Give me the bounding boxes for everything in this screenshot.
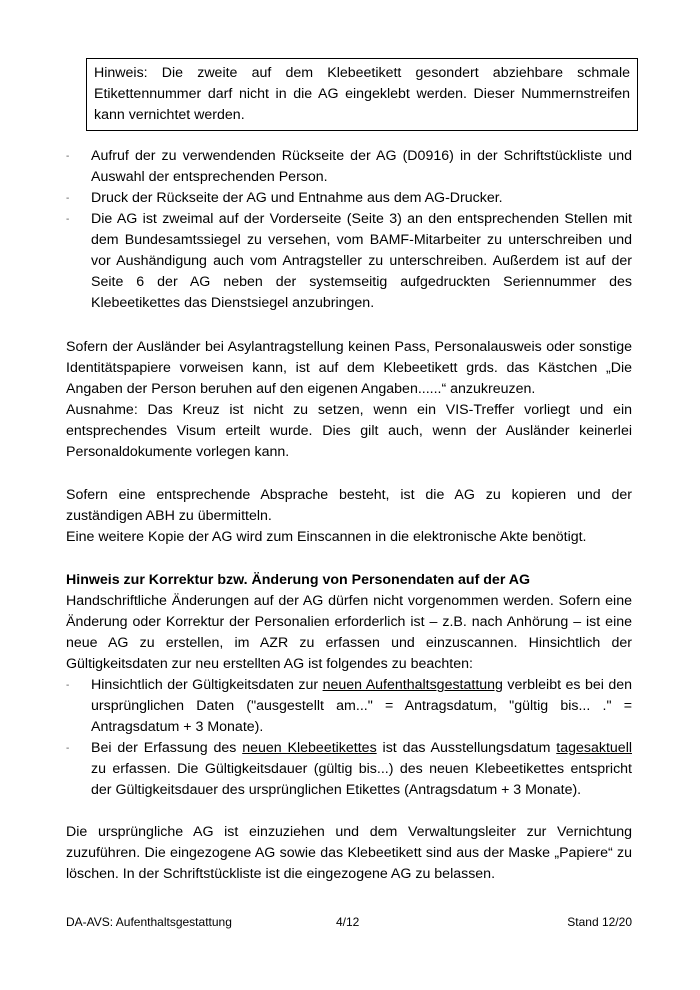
final-paragraph: Die ursprüngliche AG ist einzuziehen und dem Verwaltungsleiter zur Vernichtung zuzuführen. Die eingezogene AG sowie das Klebeetikett sind aus der Maske „Papiere“ zu löschen. In der Schriftstückliste ist die eingezogene AG zu belassen. bbox=[66, 824, 632, 882]
correction-intro: Handschriftliche Änderungen auf der AG dürfen nicht vorgenommen werden. Sofern eine Änderung oder Korrektur der Personalien erforderlich ist – z.B. nach Anhörung – ist eine neue AG zu erstellen, im AZR zu erfassen und einzuscannen. Hinsichtlich der Gültigkeitsdaten zur neu erstellten AG ist folgendes zu beachten: bbox=[66, 593, 632, 672]
identity-paragraph: Sofern der Ausländer bei Asylantragstellung keinen Pass, Personalausweis oder sonstige Identitätspapiere vorweisen kann, ist auf dem Klebeetikett grds. das Kästchen „Die Angaben der Person beruhen auf den eigenen Angaben......“ anzukreuzen. Ausnahme: Das Kreuz ist nicht zu setzen, wenn ein VIS-Treffer vorliegt und ein entsprechendes Visum erteilt wurde. Dies gilt auch, wenn der Ausländer keinerlei Personaldokumente vorlegen kann. bbox=[66, 339, 632, 460]
notice-box bbox=[86, 58, 638, 131]
list-item: - Druck der Rückseite der AG und Entnahme aus dem AG-Drucker. bbox=[66, 190, 503, 206]
footer-version: Stand 12/20 bbox=[567, 915, 632, 929]
page-number: 4/12 bbox=[336, 915, 360, 929]
copy-paragraph: Sofern eine entsprechende Absprache besteht, ist die AG zu kopieren und der zuständigen ABH zu übermitteln. Eine weitere Kopie der AG wird zum Einscannen in die elektronische Akte benötigt. bbox=[66, 487, 632, 545]
section-heading: Hinweis zur Korrektur bzw. Änderung von Personendaten auf der AG bbox=[66, 572, 531, 588]
footer-document-title: DA-AVS: Aufenthaltsgestattung bbox=[66, 915, 232, 929]
correction-list bbox=[66, 675, 632, 801]
list-item: - Hinsichtlich der Gültigkeitsdaten zur neuen Aufenthaltsgestattung verbleibt es bei den ursprünglichen Daten ("ausgestellt am..." = Antragsdatum, "gültig bis... ." = Antragsdatum + 3 Monate). bbox=[66, 677, 633, 735]
list-item: - Aufruf der zu verwendenden Rückseite der AG (D0916) in der Schriftstückliste und Auswahl der entsprechenden Person. bbox=[66, 148, 632, 185]
list-item: - Bei der Erfassung des neuen Klebeetikettes ist das Ausstellungsdatum tagesaktuell zu erfassen. Die Gültigkeitsdauer (gültig bis...) des neuen Klebeetikettes entspricht der Gültigkeitsdauer des ursprünglichen Etikettes (Antragsdatum + 3 Monate). bbox=[66, 740, 632, 798]
list-item: - Die AG ist zweimal auf der Vorderseite (Seite 3) an den entsprechenden Stellen mit dem Bundesamtssiegel zu versehen, vom BAMF-Mitarbeiter zu unterschreiben und vor Aushändigung auch vom Antragsteller zu unterschreiben. Außerdem ist auf der Seite 6 der AG neben der systemseitig aufgedruckten Seriennummer des Klebeetikettes das Dienstsiegel anzubringen. bbox=[66, 211, 632, 311]
procedure-list bbox=[66, 146, 632, 314]
notice-text: Hinweis: Die zweite auf dem Klebeetikett gesondert abziehbare schmale Etikettennummer darf nicht in die AG eingeklebt werden. Dieser Nummernstreifen kann vernichtet werden. bbox=[94, 65, 630, 123]
